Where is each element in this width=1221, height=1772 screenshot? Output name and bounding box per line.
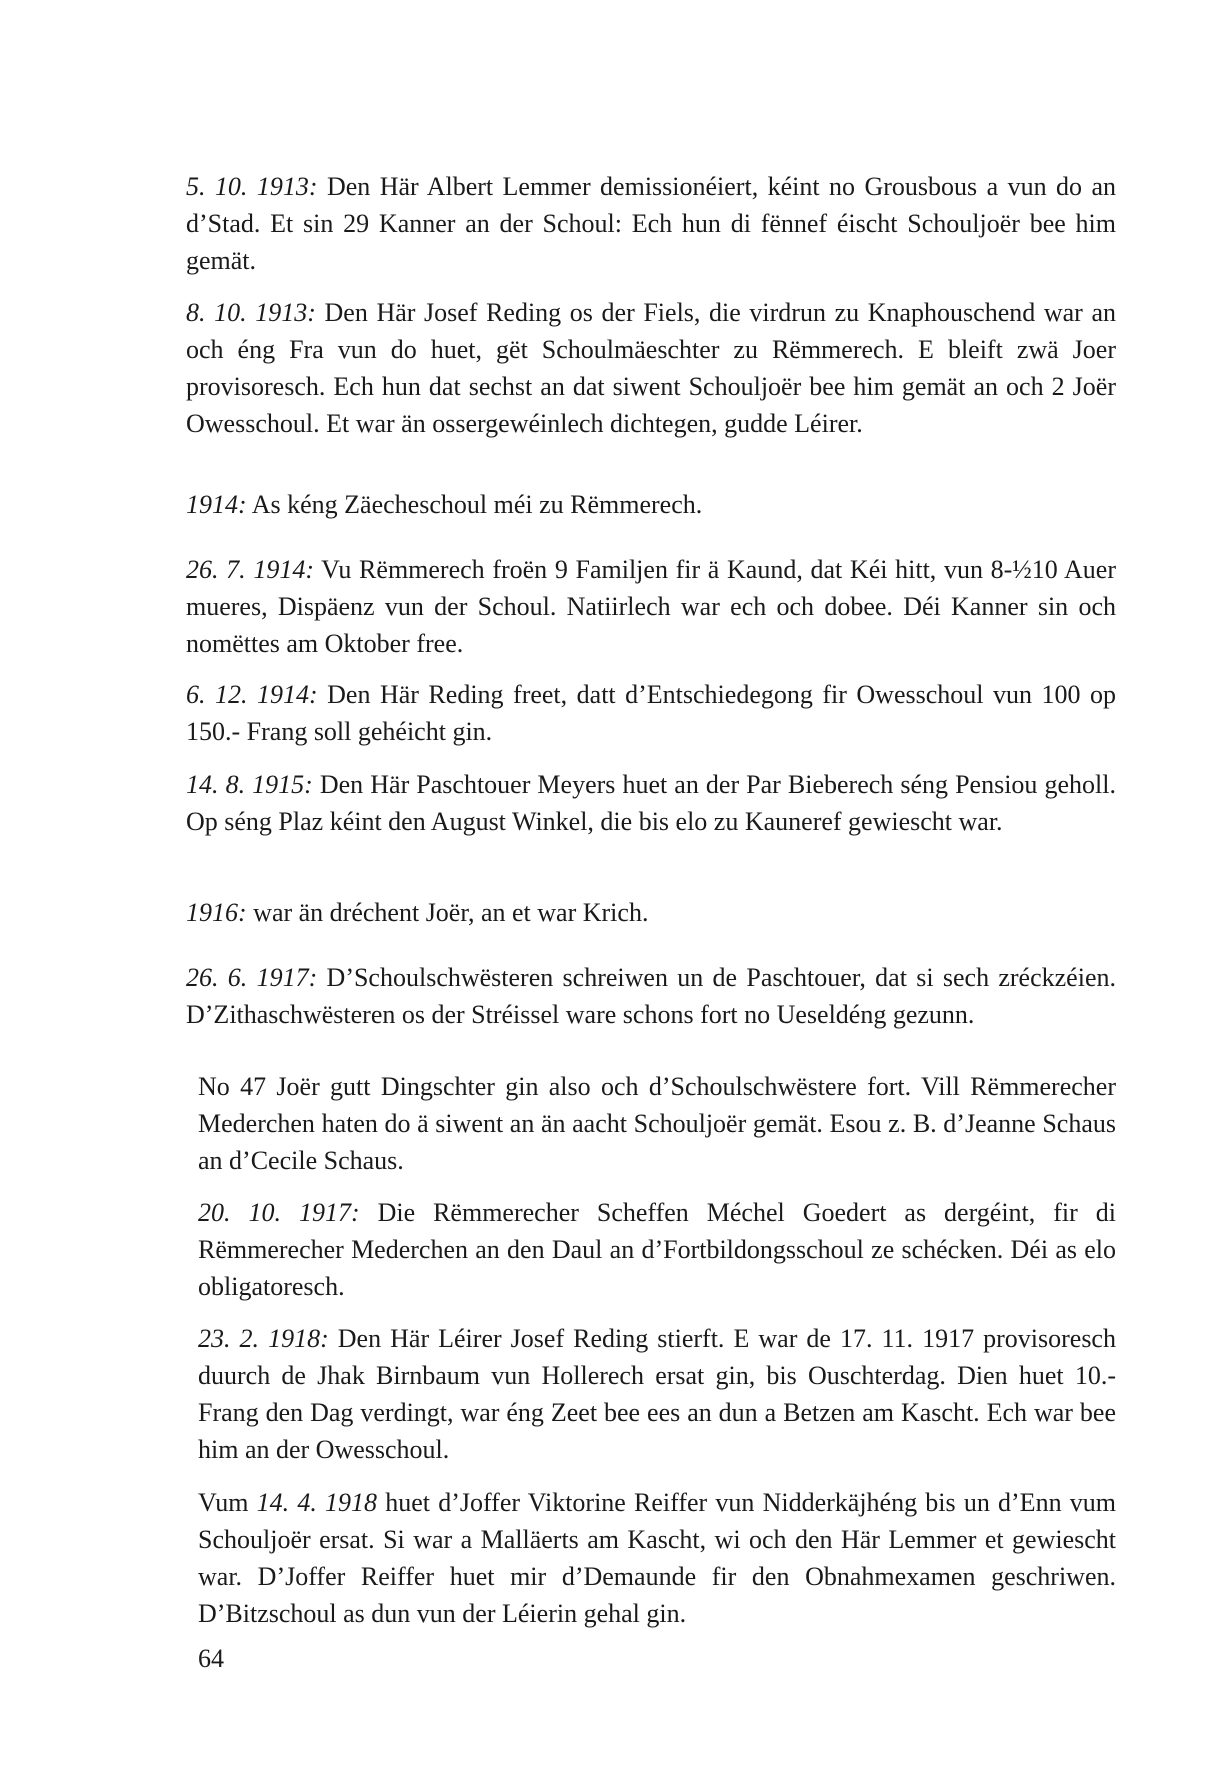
entry-text: D’Schoulschwësteren schreiwen un de Paschtouer, dat si sech zréckzéien. D’Zithaschwësteren os der Stréissel ware schons fort no Ueseldéng gezunn.	[186, 963, 1116, 1029]
entry-text: Den Här Paschtouer Meyers huet an der Par Bieberech séng Pensiou geholl. Op séng Plaz kéint den August Winkel, die bis elo zu Kauneref gewiescht war.	[186, 770, 1116, 836]
page-number: 64	[198, 1644, 224, 1673]
chronicle-entry	[186, 894, 1116, 931]
entry-text: Den Här Josef Reding os der Fiels, die virdrun zu Knaphouschend war an och éng Fra vun do huet, gët Schoulmäeschter zu Rëmmerech. E bleift zwä Joer provisoresch. Ech hun dat sechst an dat siwent Schouljoër bee him gemät an och 2 Joër Owesschoul. Et war än ossergewéinlech dichtegen, gudde Léirer.	[186, 298, 1116, 438]
entry-text: Den Här Léirer Josef Reding stierft. E war de 17. 11. 1917 provisoresch duurch de Jhak Birnbaum vun Hollerech ersat gin, bis Ouschterdag. Dien huet 10.- Frang den Dag verdingt, war éng Zeet bee ees an dun a Betzen am Kascht. Ech war bee him an der Owesschoul.	[198, 1324, 1116, 1464]
entry-text: Den Här Albert Lemmer demissionéiert, kéint no Grousbous a vun do an d’Stad. Et sin 29 Kanner an der Schoul: Ech hun di fënnef éischt Schouljoër bee him gemät.	[186, 172, 1116, 275]
entry-text: Den Här Reding freet, datt d’Entschiedegong fir Owesschoul vun 100 op 150.- Frang soll gehéicht gin.	[186, 680, 1116, 746]
entry-date: 26. 7. 1914:	[186, 555, 314, 584]
entry-date: 26. 6. 1917:	[186, 963, 318, 992]
entry-text: As kéng Zäecheschoul méi zu Rëmmerech.	[246, 490, 703, 519]
entry-date: 1914:	[186, 490, 247, 519]
chronicle-entry	[186, 959, 1116, 1033]
entry-date: 14. 4. 1918	[256, 1488, 378, 1517]
chronicle-entry	[198, 1320, 1116, 1468]
chronicle-entry	[186, 766, 1116, 840]
chronicle-paragraph	[198, 1068, 1116, 1179]
chronicle-entry	[186, 168, 1116, 279]
entry-date: 23. 2. 1918:	[198, 1324, 329, 1353]
chronicle-entry	[186, 294, 1116, 442]
chronicle-entry	[186, 551, 1116, 662]
entry-date: 20. 10. 1917:	[198, 1198, 360, 1227]
chronicle-entry	[198, 1194, 1116, 1305]
entry-date: 5. 10. 1913:	[186, 172, 318, 201]
chronicle-entry	[186, 486, 1116, 523]
entry-prefix: Vum	[198, 1488, 257, 1517]
entry-text: war än dréchent Joër, an et war Krich.	[246, 898, 649, 927]
chronicle-entry	[186, 676, 1116, 750]
entry-date: 6. 12. 1914:	[186, 680, 318, 709]
entry-date: 8. 10. 1913:	[186, 298, 316, 327]
entry-text: No 47 Joër gutt Dingschter gin also och d’Schoulschwëstere fort. Vill Rëmmerecher Mederchen haten do ä siwent an än aacht Schouljoër gemät. Esou z. B. d’Jeanne Schaus an d’Cecile Schaus.	[198, 1072, 1116, 1175]
entry-text: Die Rëmmerecher Scheffen Méchel Goedert as dergéint, fir di Rëmmerecher Mederchen an den Daul an d’Fortbildongsschoul ze schécken. Déi as elo obligatoresch.	[198, 1198, 1116, 1301]
entry-date: 14. 8. 1915:	[186, 770, 313, 799]
entry-date: 1916:	[186, 898, 247, 927]
chronicle-entry	[198, 1484, 1116, 1632]
entry-text: Vu Rëmmerech froën 9 Familjen fir ä Kaund, dat Kéi hitt, vun 8-½10 Auer mueres, Dispäenz vun der Schoul. Natiirlech war ech och dobee. Déi Kanner sin och nomëttes am Oktober free.	[186, 555, 1116, 658]
entry-text: huet d’Joffer Viktorine Reiffer vun Nidderkäjhéng bis un d’Enn vum Schouljoër ersat. Si war a Malläerts am Kascht, wi och den Här Lemmer et gewiescht war. D’Joffer Reiffer huet mir d’Demaunde fir den Obnahmexamen geschriwen. D’Bitzschoul as dun vun der Léierin gehal gin.	[198, 1488, 1116, 1628]
